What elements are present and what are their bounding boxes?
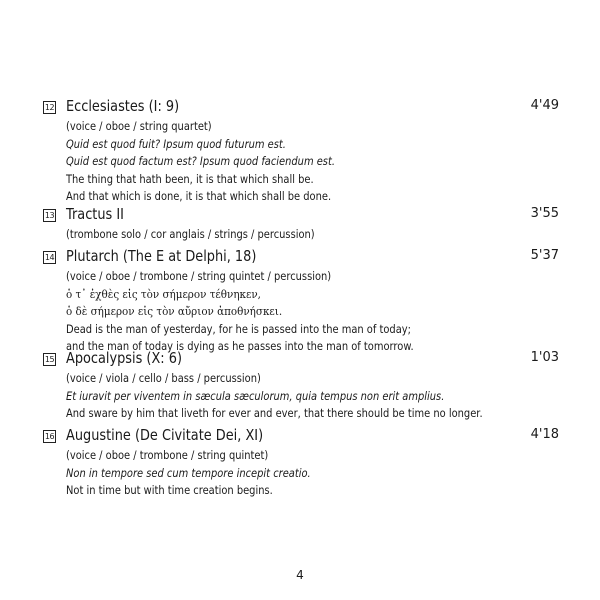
track-duration: 4'49	[530, 98, 559, 113]
track-number-box: 15	[44, 355, 55, 364]
track-duration: 4'18	[530, 427, 559, 442]
track-number-box: 14	[44, 253, 55, 262]
latin-text-line: Non in tempore sed cum tempore incepit creatio.	[66, 465, 311, 480]
latin-text-line: Quid est quod fuit? Ipsum quod futurum est.	[66, 136, 286, 151]
track-number-box: 16	[44, 432, 55, 441]
instrumentation-line: (voice / oboe / string quartet)	[66, 119, 212, 133]
track-details	[66, 370, 550, 423]
track-details	[66, 268, 470, 356]
latin-text-line: Quid est quod factum est? Ipsum quod faciendum est.	[66, 154, 335, 169]
track-duration: 3'55	[530, 206, 559, 221]
instrumentation-line: (voice / oboe / trombone / string quintet)	[66, 448, 269, 462]
track-title: Augustine (De Civitate Dei, XI)	[66, 426, 264, 444]
latin-text-line: Et iuravit per viventem in sæcula sæculorum, quia tempus non erit amplius.	[66, 388, 445, 403]
translation-line: Not in time but with time creation begins.	[66, 483, 273, 498]
track-title: Plutarch (The E at Delphi, 18)	[66, 247, 257, 265]
translation-line: And that which is done, it is that which shall be done.	[66, 189, 332, 204]
translation-line: The thing that hath been, it is that which shall be.	[66, 171, 314, 186]
translation-line: And sware by him that liveth for ever and ever, that there should be time no longer.	[66, 406, 483, 421]
instrumentation-line: (voice / oboe / trombone / string quintet / percussion)	[66, 269, 332, 283]
instrumentation-line: (voice / viola / cello / bass / percussion)	[66, 371, 261, 385]
track-number-box: 13	[44, 211, 55, 220]
track-title: Apocalypsis (X: 6)	[66, 349, 183, 367]
translation-line: Dead is the man of yesterday, for he is passed into the man of today;	[66, 321, 411, 336]
track-details	[66, 226, 355, 244]
instrumentation-line: (trombone solo / cor anglais / strings / percussion)	[66, 227, 315, 241]
track-title: Ecclesiastes (I: 9)	[66, 97, 180, 115]
greek-text-line: ὁ τ᾽ ἐχθὲς εἰς τὸν σήμερον τέθνηκεν,	[66, 286, 261, 301]
translation-line: and the man of today is dying as he passes into the man of tomorrow.	[66, 339, 414, 354]
track-duration: 1'03	[530, 350, 559, 365]
track-details	[66, 447, 351, 500]
track-number-box: 12	[44, 103, 55, 112]
greek-text-line: ὁ δὲ σήμερον εἰς τὸν αὔριον ἀποθνήσκει.	[66, 304, 283, 319]
track-details	[66, 118, 379, 206]
page-number: 4	[296, 568, 304, 582]
track-duration: 5'37	[530, 248, 559, 263]
track-title: Tractus II	[66, 205, 124, 223]
